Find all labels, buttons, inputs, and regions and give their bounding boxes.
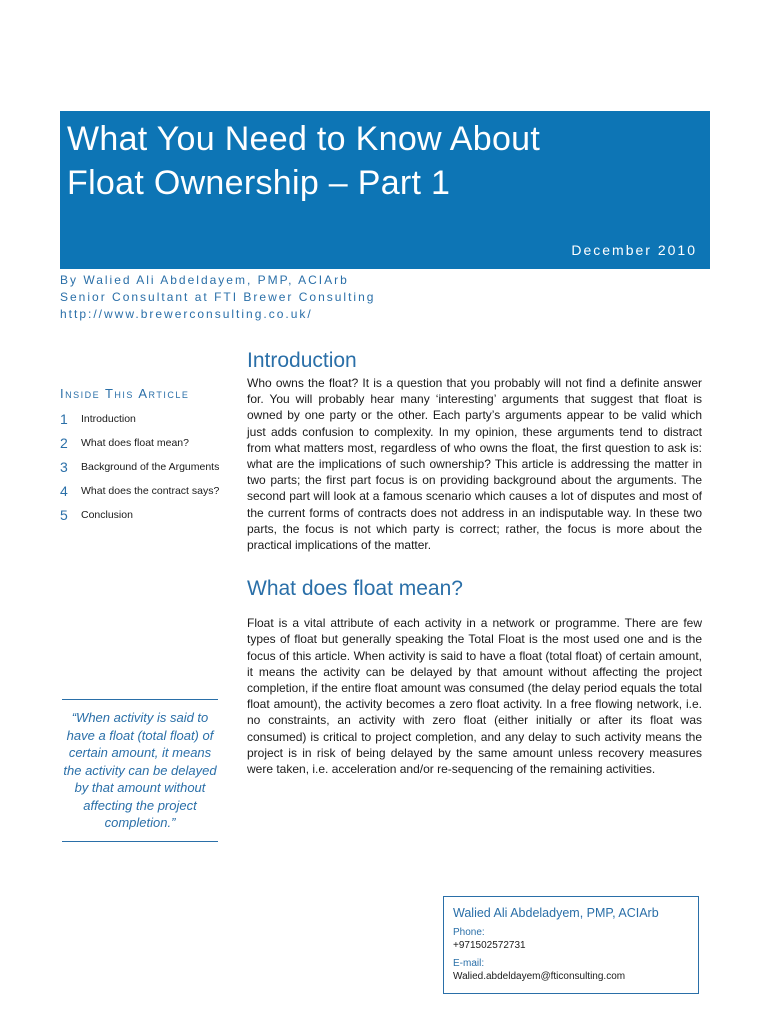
phone-label: Phone:: [453, 927, 485, 938]
toc-item-label: Background of the Arguments: [81, 461, 220, 473]
toc-item-label: Introduction: [81, 413, 136, 425]
intro-heading: Introduction: [247, 349, 357, 372]
toc-item-number: 5: [60, 507, 68, 523]
email-address[interactable]: Walied.abdeldayem@fticonsulting.com: [453, 971, 626, 982]
author-website-link[interactable]: http://www.brewerconsulting.co.uk/: [60, 307, 313, 321]
toc-item-number: 1: [60, 411, 68, 427]
title-line-2: Float Ownership – Part 1: [67, 164, 451, 202]
pull-quote: “When activity is said to have a float (total float) of certain amount, it means the activity can be delayed by that amount without affecting the project completion.”: [62, 699, 218, 842]
toc-item: [60, 484, 225, 498]
contact-name: Walied Ali Abdeladyem, PMP, ACIArb: [453, 906, 659, 920]
title-line-1: What You Need to Know About: [67, 120, 541, 158]
float-heading: What does float mean?: [247, 577, 463, 601]
email-label: E-mail:: [453, 958, 485, 969]
toc-item-label: What does the contract says?: [81, 485, 220, 497]
table-of-contents: [60, 386, 225, 532]
author-name: By Walied Ali Abdeldayem, PMP, ACIArb: [60, 273, 349, 287]
intro-paragraph: Who owns the float? It is a question that you probably will not find a definite answer for. You will probably hear many ‘interesting’ arguments that suggest that float is owned by one party or the other. Each party’s arguments appear to be valid which just adds confusion to complexity. In my opinion, these arguments tend to distract from what matters most, regardless of who owns the float, the first question to ask is: what are the implications of such ownership? This article is addressing the matter in two parts; the first part focus is on providing background about the arguments. The second part will look at a famous scenario which causes a lot of disputes and most of the current forms of contracts does not address in an indisputable way. In these two parts, the focus is not which party is correct; rather, the focus is more about the practical implications of the matter.: [247, 376, 702, 553]
toc-item-label: What does float mean?: [81, 437, 189, 449]
toc-item-label: Conclusion: [81, 509, 133, 521]
toc-item: [60, 436, 225, 450]
title-banner: [60, 111, 710, 269]
author-role: Senior Consultant at FTI Brewer Consulting: [60, 290, 376, 304]
issue-date: December 2010: [571, 242, 697, 258]
phone-number: +971502572731: [453, 940, 526, 951]
page-title: [67, 117, 687, 205]
toc-heading: Inside This Article: [60, 386, 190, 401]
toc-item: [60, 508, 225, 522]
toc-item: [60, 412, 225, 426]
article-body: [247, 347, 702, 777]
toc-item-number: 2: [60, 435, 68, 451]
contact-box: [443, 896, 699, 994]
float-paragraph: Float is a vital attribute of each activity in a network or programme. There are few types of float but generally speaking the Total Float is the most used one and is the focus of this article. When activity is said to have a float (total float) of certain amount, it means the activity can be delayed by that amount without affecting the project completion, if the entire float amount was consumed (the delay period equals the total float amount), the activity becomes a zero float activity. In a free flowing network, i.e. no constraints, an activity with zero float (either initially or after its float was consumed) is critical to project completion, and any delay to such activity means the project is in risk of being delayed by the same amount unless recovery measures were taken, i.e. acceleration and/or re-sequencing of the remaining activities.: [247, 616, 702, 777]
toc-item: [60, 460, 225, 474]
toc-item-number: 4: [60, 483, 68, 499]
toc-item-number: 3: [60, 459, 68, 475]
byline: [60, 272, 375, 323]
